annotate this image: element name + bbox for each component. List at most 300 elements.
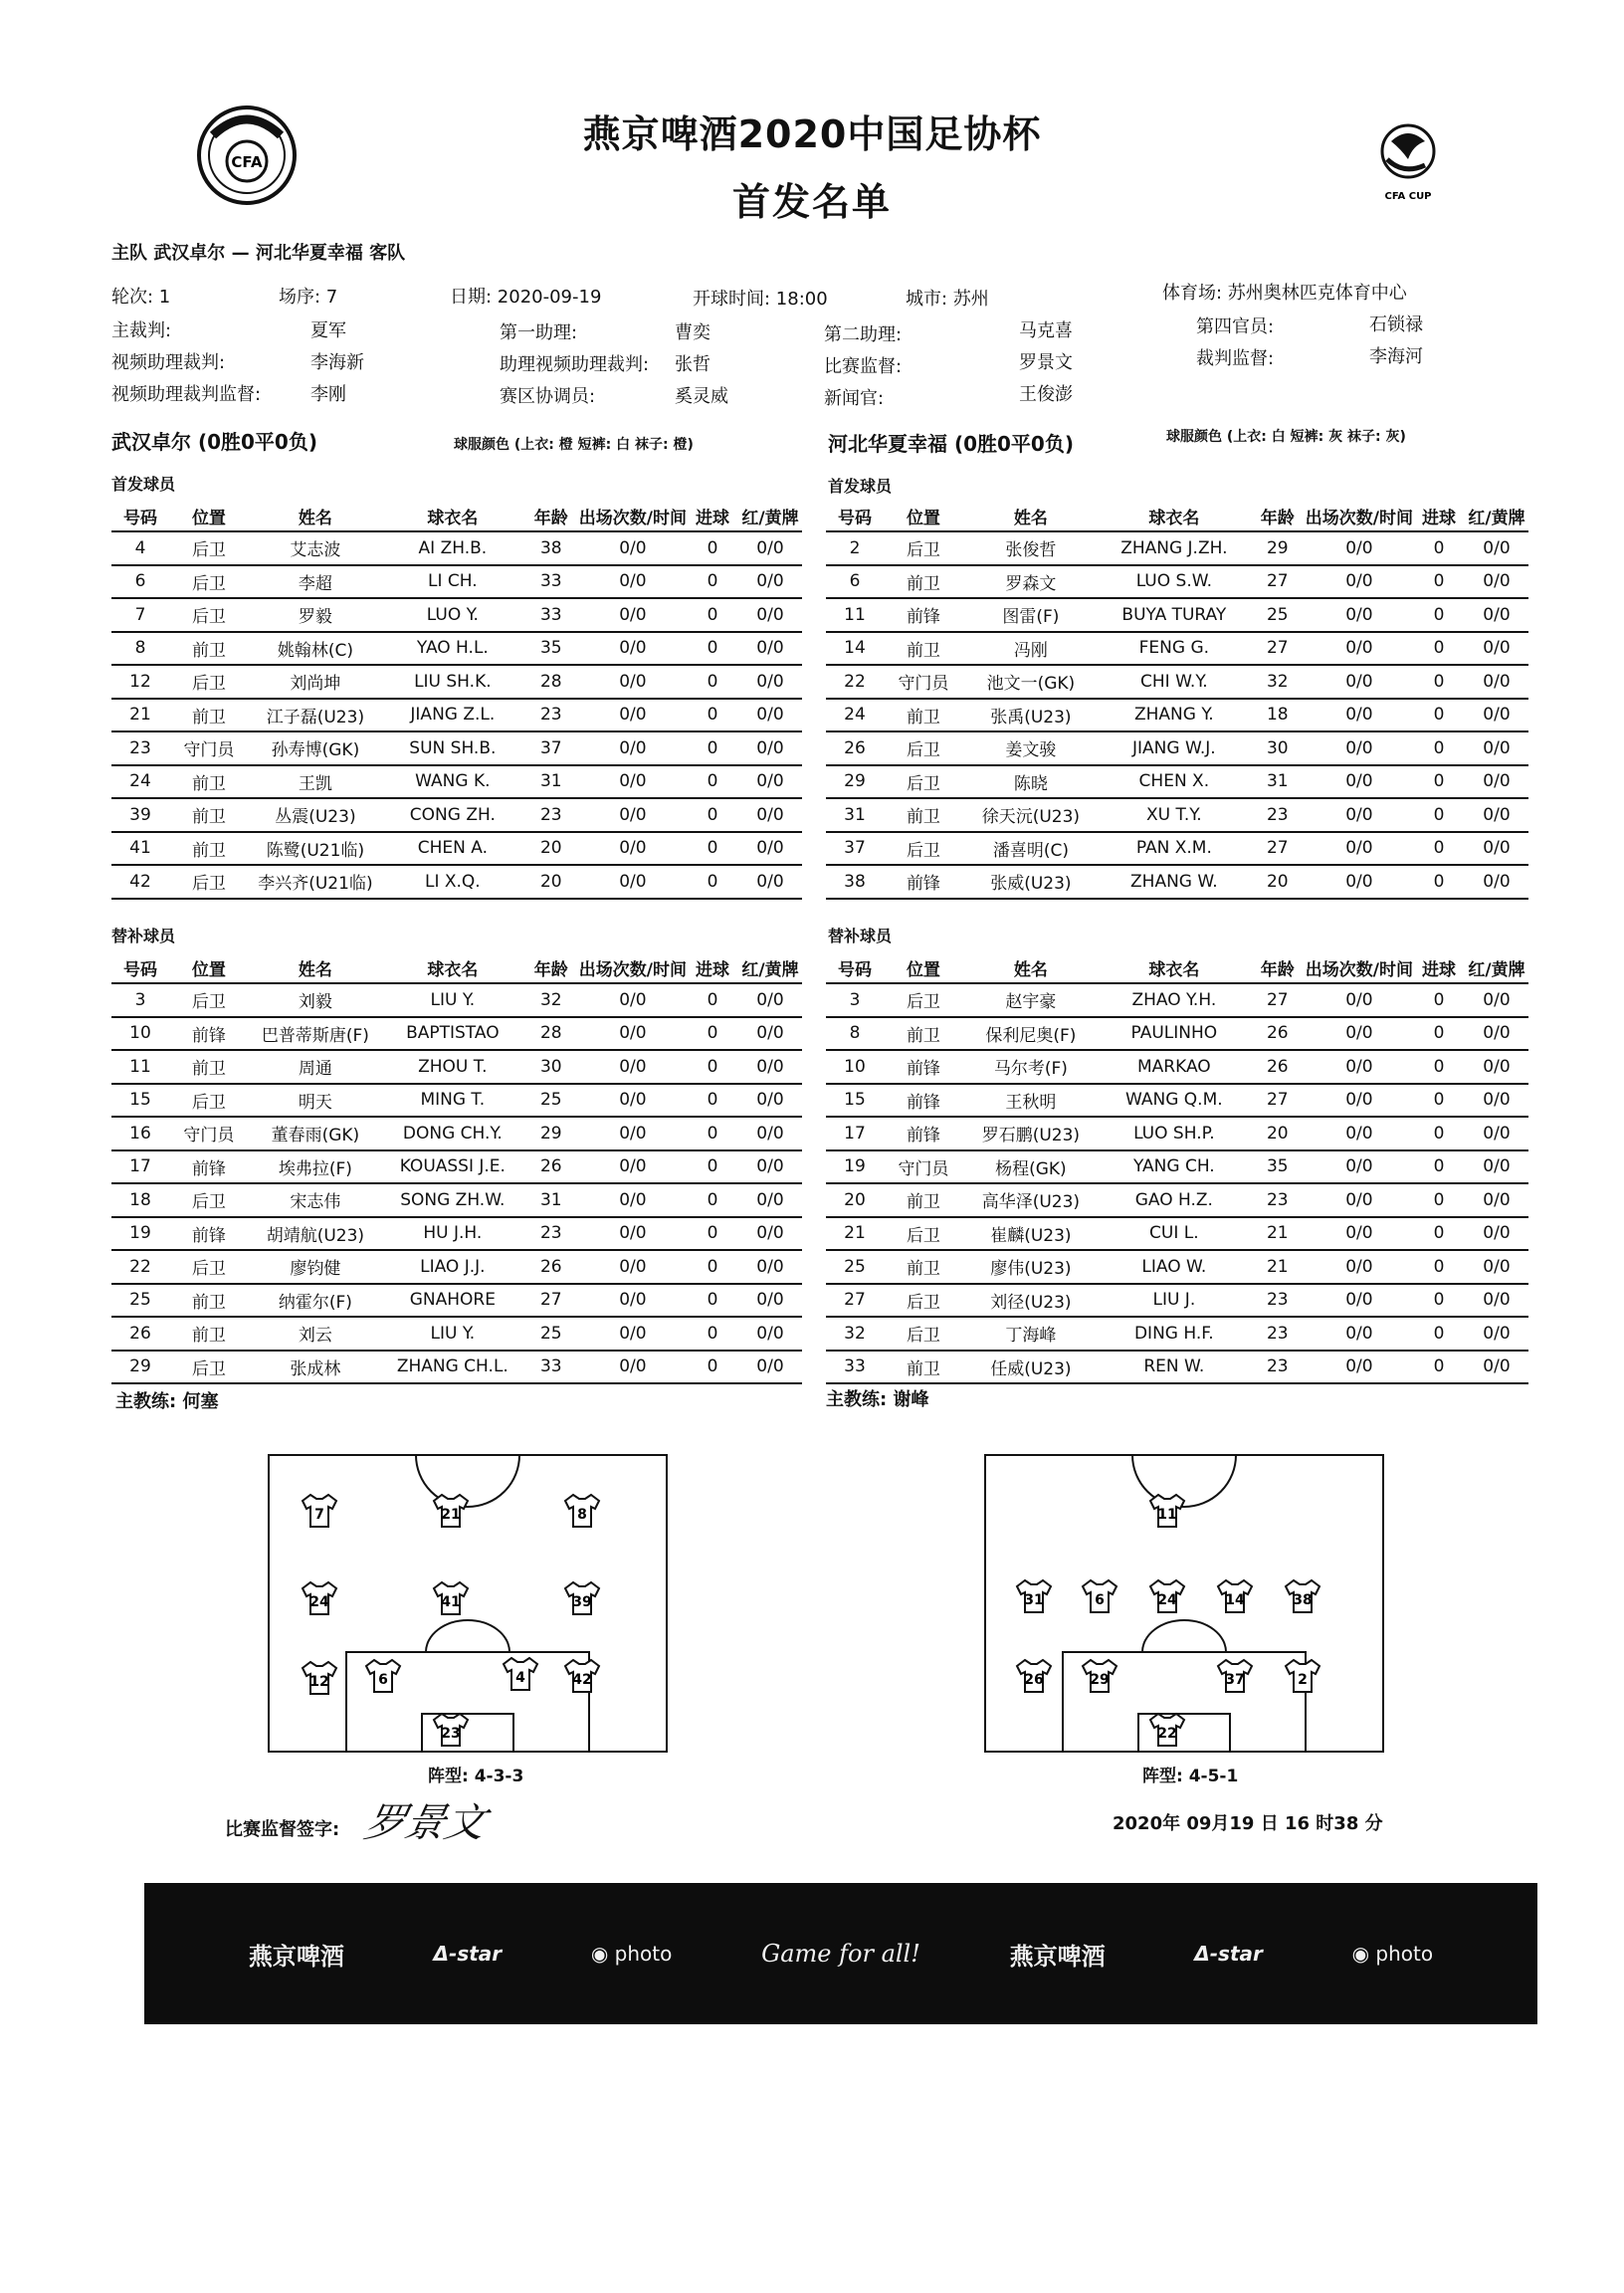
cell-name: 巴普蒂斯唐(F) <box>249 1017 382 1051</box>
cell-name: 刘径(U23) <box>963 1284 1099 1318</box>
cell-name: 池文一(GK) <box>963 665 1099 699</box>
cell-name: 刘尚坤 <box>249 665 382 699</box>
cell-name: 张禹(U23) <box>963 699 1099 732</box>
column-header-number: 号码 <box>837 509 872 528</box>
cell-goals: 0 <box>687 731 738 765</box>
column-header-number: 号码 <box>122 960 157 980</box>
cell-position: 守门员 <box>884 665 963 699</box>
cell-appearances: 0/0 <box>1306 1250 1413 1284</box>
cell-shirt-name: CUI L. <box>1099 1217 1250 1251</box>
referee-value: 夏军 <box>310 320 346 341</box>
cell-goals: 0 <box>687 699 738 732</box>
table-row <box>111 531 802 565</box>
player-shirt <box>303 1495 336 1527</box>
cell-name: 李超 <box>249 565 382 599</box>
cell-goals: 0 <box>687 1351 738 1384</box>
column-header-position: 位置 <box>906 960 940 980</box>
cell-appearances: 0/0 <box>579 1217 687 1251</box>
cell-name: 宋志伟 <box>249 1183 382 1217</box>
table-row <box>111 865 802 899</box>
cell-goals: 0 <box>687 798 738 832</box>
cell-age: 33 <box>523 598 579 632</box>
slogan: Game for all! <box>761 1940 920 1968</box>
assistant1-value: 曹奕 <box>675 322 710 343</box>
cell-age: 30 <box>523 1050 579 1084</box>
column-header-cards: 红/黄牌 <box>741 960 799 980</box>
cell-position: 前卫 <box>884 565 963 599</box>
cell-number: 24 <box>111 765 169 799</box>
cell-position: 前卫 <box>169 798 249 832</box>
cell-cards: 0/0 <box>738 832 802 866</box>
teams-separator: — <box>231 243 250 264</box>
cell-shirt-name: YAO H.L. <box>382 632 523 666</box>
cell-shirt-name: ZHANG J.ZH. <box>1099 531 1250 565</box>
cell-name: 罗石鹏(U23) <box>963 1117 1099 1150</box>
player-shirt <box>1017 1580 1051 1612</box>
shirt-number: 41 <box>441 1594 461 1610</box>
cell-goals: 0 <box>1413 865 1465 899</box>
table-row <box>111 699 802 732</box>
player-shirt <box>1150 1714 1184 1746</box>
cell-name: 纳霍尔(F) <box>249 1284 382 1318</box>
column-header-position: 位置 <box>906 509 940 528</box>
cell-goals: 0 <box>1413 1250 1465 1284</box>
cell-name: 丛震(U23) <box>249 798 382 832</box>
cell-position: 前卫 <box>884 798 963 832</box>
cell-number: 12 <box>111 665 169 699</box>
cell-age: 26 <box>523 1250 579 1284</box>
player-shirt <box>504 1658 537 1690</box>
cell-cards: 0/0 <box>738 1284 802 1318</box>
shirt-number: 21 <box>441 1507 461 1523</box>
cell-age: 20 <box>523 865 579 899</box>
round: 轮次: 1 <box>111 287 171 308</box>
column-header-goals: 进球 <box>695 509 729 528</box>
cell-appearances: 0/0 <box>1306 1150 1413 1184</box>
shirt-number: 8 <box>577 1507 587 1523</box>
table-row <box>826 983 1528 1017</box>
cell-position: 前锋 <box>884 1084 963 1118</box>
cell-shirt-name: CHI W.Y. <box>1099 665 1250 699</box>
cell-age: 21 <box>1250 1217 1306 1251</box>
cell-name: 王凯 <box>249 765 382 799</box>
shirt-number: 4 <box>515 1670 525 1686</box>
column-header-name: 姓名 <box>1013 960 1048 980</box>
cell-goals: 0 <box>687 665 738 699</box>
table-row <box>826 1017 1528 1051</box>
column-header-cards: 红/黄牌 <box>1468 960 1525 980</box>
cell-goals: 0 <box>1413 1183 1465 1217</box>
cell-appearances: 0/0 <box>579 1284 687 1318</box>
cell-age: 25 <box>523 1084 579 1118</box>
cell-cards: 0/0 <box>1465 1117 1528 1150</box>
cell-number: 39 <box>111 798 169 832</box>
shirt-number: 12 <box>309 1674 329 1690</box>
cell-position: 后卫 <box>169 565 249 599</box>
cell-cards: 0/0 <box>1465 865 1528 899</box>
assistant1-label: 第一助理: <box>500 322 578 343</box>
cell-age: 27 <box>1250 1084 1306 1118</box>
shirt-number: 37 <box>1225 1672 1245 1688</box>
fourth-official-label: 第四官员: <box>1196 316 1275 337</box>
cell-shirt-name: LIU SH.K. <box>382 665 523 699</box>
cell-number: 32 <box>826 1317 884 1351</box>
cell-goals: 0 <box>1413 798 1465 832</box>
player-shirt <box>1083 1580 1116 1612</box>
cell-goals: 0 <box>687 1217 738 1251</box>
cell-number: 19 <box>111 1217 169 1251</box>
cell-position: 后卫 <box>884 531 963 565</box>
cell-cards: 0/0 <box>738 798 802 832</box>
cell-age: 23 <box>1250 1317 1306 1351</box>
home-team-title: 武汉卓尔 (0胜0平0负) <box>111 430 317 454</box>
cell-appearances: 0/0 <box>579 1351 687 1384</box>
cell-appearances: 0/0 <box>1306 731 1413 765</box>
cell-name: 高华泽(U23) <box>963 1183 1099 1217</box>
cell-number: 26 <box>826 731 884 765</box>
cell-name: 周通 <box>249 1050 382 1084</box>
column-header-goals: 进球 <box>695 960 729 980</box>
cell-shirt-name: GNAHORE <box>382 1284 523 1318</box>
cell-number: 3 <box>826 983 884 1017</box>
cell-appearances: 0/0 <box>579 665 687 699</box>
cell-position: 前卫 <box>884 632 963 666</box>
away-label: 客队 <box>369 243 406 264</box>
cell-goals: 0 <box>1413 1084 1465 1118</box>
avar-label: 助理视频助理裁判: <box>500 354 650 375</box>
cell-age: 26 <box>1250 1050 1306 1084</box>
player-shirt <box>1286 1660 1320 1692</box>
cell-shirt-name: LIU Y. <box>382 1317 523 1351</box>
cell-position: 前锋 <box>884 1117 963 1150</box>
cell-age: 23 <box>523 699 579 732</box>
table-row <box>111 798 802 832</box>
cell-age: 26 <box>523 1150 579 1184</box>
cell-name: 陈鹭(U21临) <box>249 832 382 866</box>
cell-cards: 0/0 <box>738 865 802 899</box>
cell-cards: 0/0 <box>1465 1084 1528 1118</box>
avar-value: 张哲 <box>675 354 710 375</box>
cell-goals: 0 <box>687 598 738 632</box>
shirt-number: 7 <box>314 1507 324 1523</box>
cell-cards: 0/0 <box>738 665 802 699</box>
cell-appearances: 0/0 <box>1306 832 1413 866</box>
camera-icon: ◉ <box>590 1942 609 1966</box>
cell-name: 保利尼奥(F) <box>963 1017 1099 1051</box>
cell-position: 后卫 <box>169 598 249 632</box>
cell-name: 江子磊(U23) <box>249 699 382 732</box>
cell-shirt-name: LUO S.W. <box>1099 565 1250 599</box>
column-header-name: 姓名 <box>298 509 332 528</box>
cell-appearances: 0/0 <box>1306 1217 1413 1251</box>
cell-number: 29 <box>111 1351 169 1384</box>
cell-age: 20 <box>1250 1117 1306 1150</box>
player-shirt <box>1286 1580 1320 1612</box>
cfa-cup-logo <box>1373 119 1443 209</box>
cell-age: 27 <box>523 1284 579 1318</box>
cell-position: 后卫 <box>884 731 963 765</box>
column-header-cards: 红/黄牌 <box>1468 509 1525 528</box>
cell-cards: 0/0 <box>1465 665 1528 699</box>
column-header-goals: 进球 <box>1421 509 1456 528</box>
cell-age: 38 <box>523 531 579 565</box>
cell-number: 27 <box>826 1284 884 1318</box>
cell-number: 25 <box>826 1250 884 1284</box>
cell-name: 廖钧健 <box>249 1250 382 1284</box>
column-header-shirt-name: 球衣名 <box>427 960 479 980</box>
cell-age: 27 <box>1250 832 1306 866</box>
svg-text:CFA: CFA <box>231 153 263 171</box>
column-header-position: 位置 <box>191 509 226 528</box>
var-label: 视频助理裁判: <box>111 352 226 373</box>
cell-shirt-name: LUO SH.P. <box>1099 1117 1250 1150</box>
table-row <box>826 798 1528 832</box>
cell-name: 丁海峰 <box>963 1317 1099 1351</box>
cell-shirt-name: CONG ZH. <box>382 798 523 832</box>
cell-position: 后卫 <box>884 832 963 866</box>
cell-shirt-name: WANG Q.M. <box>1099 1084 1250 1118</box>
cell-goals: 0 <box>1413 598 1465 632</box>
cell-appearances: 0/0 <box>1306 1050 1413 1084</box>
column-header-appearances: 出场次数/时间 <box>578 509 687 528</box>
player-shirt <box>434 1582 468 1614</box>
cell-appearances: 0/0 <box>579 1084 687 1118</box>
away-subs-table <box>826 953 1528 1384</box>
shirt-number: 14 <box>1225 1592 1245 1608</box>
cell-position: 前卫 <box>169 632 249 666</box>
home-label: 主队 <box>111 243 147 264</box>
cell-shirt-name: MING T. <box>382 1084 523 1118</box>
camera-icon: ◉ <box>1351 1942 1370 1966</box>
cell-age: 35 <box>1250 1150 1306 1184</box>
table-row <box>111 731 802 765</box>
cell-goals: 0 <box>1413 832 1465 866</box>
column-header-age: 年龄 <box>533 509 568 528</box>
cell-goals: 0 <box>1413 1351 1465 1384</box>
cell-position: 前卫 <box>884 699 963 732</box>
cell-position: 后卫 <box>169 1250 249 1284</box>
cell-age: 25 <box>1250 598 1306 632</box>
cell-appearances: 0/0 <box>1306 983 1413 1017</box>
cell-position: 后卫 <box>169 665 249 699</box>
assistant2-label: 第二助理: <box>824 324 903 345</box>
cell-position: 前锋 <box>169 1150 249 1184</box>
cell-cards: 0/0 <box>738 1050 802 1084</box>
page-subtitle: 首发名单 <box>731 180 892 224</box>
cell-shirt-name: PAULINHO <box>1099 1017 1250 1051</box>
cell-position: 后卫 <box>884 1284 963 1318</box>
cell-appearances: 0/0 <box>1306 699 1413 732</box>
table-row <box>826 1050 1528 1084</box>
cell-number: 11 <box>826 598 884 632</box>
player-shirt <box>1083 1660 1116 1692</box>
signature-label: 比赛监督签字: <box>225 1819 340 1840</box>
cell-shirt-name: KOUASSI J.E. <box>382 1150 523 1184</box>
cell-name: 王秋明 <box>963 1084 1099 1118</box>
column-header-age: 年龄 <box>1260 960 1295 980</box>
cell-cards: 0/0 <box>1465 1050 1528 1084</box>
shirt-number: 6 <box>378 1672 388 1688</box>
cell-goals: 0 <box>1413 531 1465 565</box>
cell-age: 28 <box>523 665 579 699</box>
cell-goals: 0 <box>687 565 738 599</box>
cell-goals: 0 <box>1413 765 1465 799</box>
table-row <box>111 1317 802 1351</box>
player-shirt <box>565 1495 599 1527</box>
cell-appearances: 0/0 <box>1306 565 1413 599</box>
cell-age: 27 <box>1250 565 1306 599</box>
column-header-cards: 红/黄牌 <box>741 509 799 528</box>
cell-age: 29 <box>1250 531 1306 565</box>
cell-appearances: 0/0 <box>1306 1117 1413 1150</box>
cell-age: 26 <box>1250 1017 1306 1051</box>
table-row <box>111 565 802 599</box>
cell-position: 后卫 <box>884 1317 963 1351</box>
cell-shirt-name: JIANG Z.L. <box>382 699 523 732</box>
shirt-number: 38 <box>1293 1592 1313 1608</box>
home-subs-table <box>111 953 802 1384</box>
table-row <box>111 1250 802 1284</box>
cell-appearances: 0/0 <box>1306 665 1413 699</box>
svg-text:CFA CUP: CFA CUP <box>1384 191 1432 202</box>
cell-number: 25 <box>111 1284 169 1318</box>
cell-cards: 0/0 <box>1465 765 1528 799</box>
cell-appearances: 0/0 <box>1306 531 1413 565</box>
cell-number: 6 <box>826 565 884 599</box>
cell-name: 赵宇豪 <box>963 983 1099 1017</box>
referee-assessor-label: 裁判监督: <box>1196 348 1275 369</box>
table-row <box>826 1351 1528 1384</box>
shirt-number: 39 <box>572 1594 592 1610</box>
cell-age: 25 <box>523 1317 579 1351</box>
cell-cards: 0/0 <box>738 1250 802 1284</box>
cell-position: 守门员 <box>169 1117 249 1150</box>
cell-appearances: 0/0 <box>579 699 687 732</box>
cell-age: 27 <box>1250 983 1306 1017</box>
cell-shirt-name: JIANG W.J. <box>1099 731 1250 765</box>
table-header-row <box>826 953 1528 983</box>
cell-number: 42 <box>111 865 169 899</box>
match-commissioner-label: 比赛监督: <box>824 356 903 377</box>
away-team-name: 河北华夏幸福 <box>255 243 363 264</box>
shirt-number: 24 <box>1157 1592 1177 1608</box>
cell-age: 33 <box>523 565 579 599</box>
cell-shirt-name: ZHANG Y. <box>1099 699 1250 732</box>
column-header-appearances: 出场次数/时间 <box>1305 960 1413 980</box>
column-header-shirt-name: 球衣名 <box>1148 960 1200 980</box>
cell-number: 11 <box>111 1050 169 1084</box>
commissioner-signature: 罗景文 <box>360 1800 491 1846</box>
home-formation-pitch <box>267 1453 671 1756</box>
cell-name: 徐天沅(U23) <box>963 798 1099 832</box>
cell-shirt-name: LI X.Q. <box>382 865 523 899</box>
cell-name: 任威(U23) <box>963 1351 1099 1384</box>
cell-cards: 0/0 <box>1465 632 1528 666</box>
cell-number: 29 <box>826 765 884 799</box>
cell-shirt-name: LI CH. <box>382 565 523 599</box>
cell-goals: 0 <box>687 531 738 565</box>
cell-number: 8 <box>826 1017 884 1051</box>
player-shirt <box>1150 1495 1184 1527</box>
cell-goals: 0 <box>687 832 738 866</box>
assistant2-value: 马克喜 <box>1019 320 1073 341</box>
cell-position: 后卫 <box>884 983 963 1017</box>
cell-name: 罗毅 <box>249 598 382 632</box>
cell-appearances: 0/0 <box>579 832 687 866</box>
cell-goals: 0 <box>1413 665 1465 699</box>
match-date: 日期: 2020-09-19 <box>450 287 602 308</box>
home-starters-table <box>111 502 802 900</box>
table-row <box>111 1150 802 1184</box>
cell-shirt-name: DONG CH.Y. <box>382 1117 523 1150</box>
cell-shirt-name: ZHAO Y.H. <box>1099 983 1250 1017</box>
cell-position: 前卫 <box>884 1250 963 1284</box>
cell-name: 陈晓 <box>963 765 1099 799</box>
table-header-row <box>111 502 802 531</box>
kickoff-time: 开球时间: 18:00 <box>693 289 828 310</box>
cell-shirt-name: BAPTISTAO <box>382 1017 523 1051</box>
cell-age: 20 <box>523 832 579 866</box>
table-row <box>826 1183 1528 1217</box>
cell-cards: 0/0 <box>738 1183 802 1217</box>
table-header-row <box>826 502 1528 531</box>
cell-age: 31 <box>1250 765 1306 799</box>
cell-shirt-name: CHEN A. <box>382 832 523 866</box>
table-row <box>111 1351 802 1384</box>
home-kit-colors: 球服颜色 (上衣: 橙 短裤: 白 袜子: 橙) <box>454 437 694 453</box>
cell-shirt-name: LIAO W. <box>1099 1250 1250 1284</box>
cell-position: 前卫 <box>169 765 249 799</box>
cell-goals: 0 <box>687 1150 738 1184</box>
player-shirt <box>565 1582 599 1614</box>
venue-coordinator-label: 赛区协调员: <box>500 386 596 407</box>
press-officer-label: 新闻官: <box>824 388 885 409</box>
cell-cards: 0/0 <box>1465 699 1528 732</box>
cell-age: 32 <box>1250 665 1306 699</box>
cell-appearances: 0/0 <box>579 632 687 666</box>
cell-goals: 0 <box>687 1183 738 1217</box>
table-row <box>826 632 1528 666</box>
cell-cards: 0/0 <box>738 565 802 599</box>
cell-position: 前卫 <box>169 699 249 732</box>
cell-cards: 0/0 <box>738 983 802 1017</box>
teams-line <box>111 239 405 265</box>
cell-age: 37 <box>523 731 579 765</box>
cell-appearances: 0/0 <box>579 1317 687 1351</box>
table-row <box>826 1250 1528 1284</box>
cell-cards: 0/0 <box>738 1351 802 1384</box>
cell-name: 图雷(F) <box>963 598 1099 632</box>
cell-appearances: 0/0 <box>579 1183 687 1217</box>
column-header-name: 姓名 <box>298 960 332 980</box>
cell-shirt-name: LUO Y. <box>382 598 523 632</box>
cell-name: 胡靖航(U23) <box>249 1217 382 1251</box>
cell-shirt-name: PAN X.M. <box>1099 832 1250 866</box>
cell-number: 21 <box>111 699 169 732</box>
cell-shirt-name: ZHOU T. <box>382 1050 523 1084</box>
table-header-row <box>111 953 802 983</box>
cell-name: 姚翰林(C) <box>249 632 382 666</box>
cell-shirt-name: MARKAO <box>1099 1050 1250 1084</box>
player-shirt <box>434 1714 468 1746</box>
table-row <box>826 1117 1528 1150</box>
cell-appearances: 0/0 <box>579 798 687 832</box>
away-starters-table <box>826 502 1528 900</box>
shirt-number: 24 <box>309 1594 329 1610</box>
home-starters-label: 首发球员 <box>111 475 176 494</box>
cell-goals: 0 <box>1413 1217 1465 1251</box>
cell-cards: 0/0 <box>738 1150 802 1184</box>
